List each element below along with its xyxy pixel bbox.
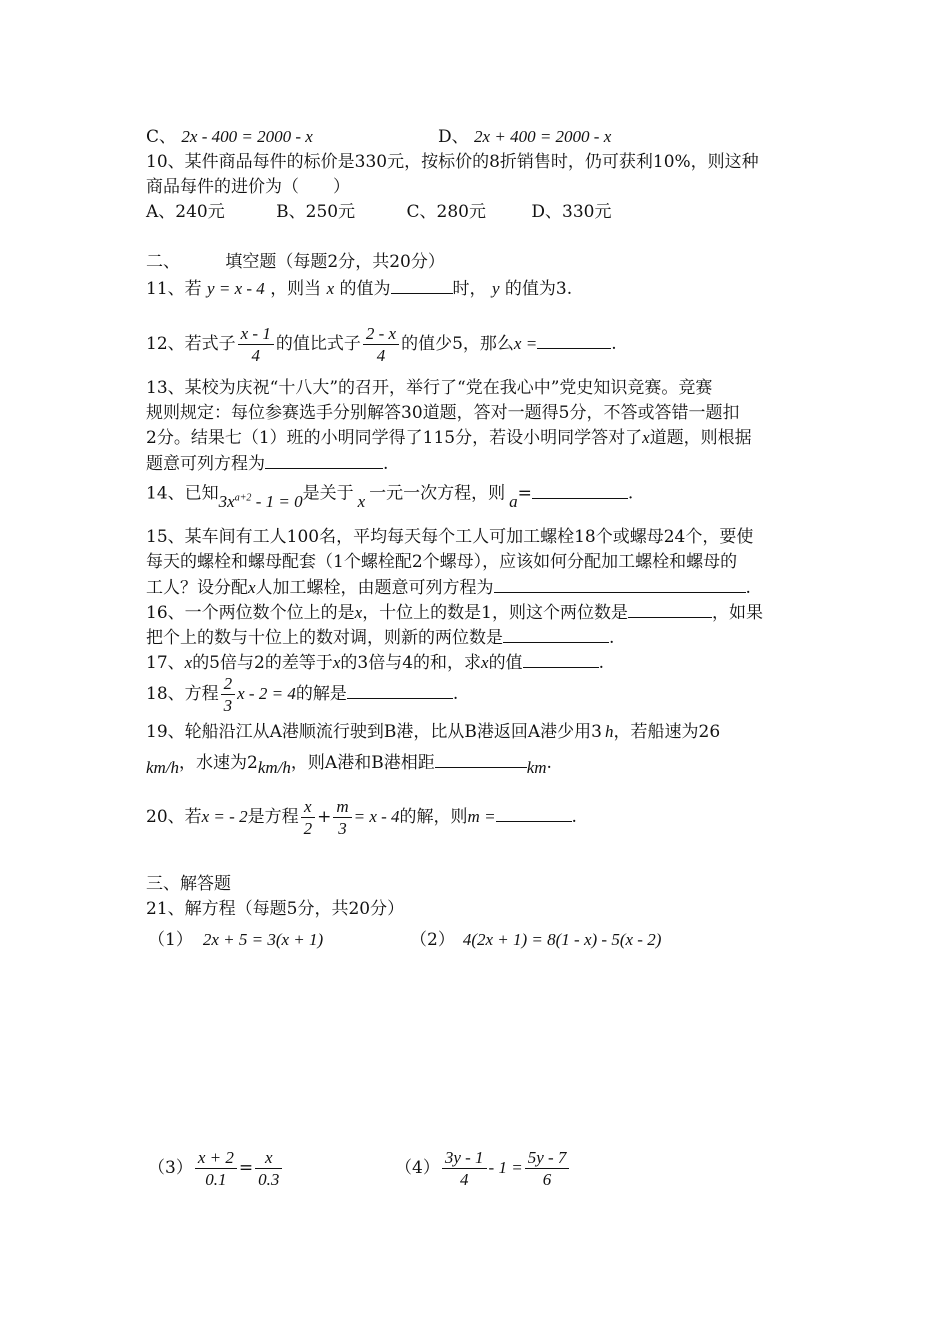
q17 bbox=[146, 651, 604, 674]
q12-var: x = bbox=[513, 334, 538, 353]
q21-sub4-f1-numerator: 3y - 1 bbox=[442, 1148, 487, 1169]
q19-text-2: ，若船速为26 bbox=[613, 722, 721, 742]
q12-text-1: 12、若式子 bbox=[146, 334, 236, 354]
q17-text-3: 的3倍与4的和，求 bbox=[340, 653, 482, 673]
q13-line3 bbox=[146, 427, 752, 449]
q12 bbox=[146, 324, 617, 365]
q16-var-x: x bbox=[354, 603, 363, 622]
q11-var-y: y bbox=[491, 279, 500, 298]
q18-answer-blank[interactable] bbox=[347, 682, 453, 699]
q21-sub2 bbox=[410, 929, 661, 951]
q14-var-a: a bbox=[509, 491, 518, 511]
q16-line1 bbox=[146, 601, 763, 624]
q10-options bbox=[146, 201, 611, 223]
q17-text-4: 的值 bbox=[488, 653, 523, 673]
q19-text-1: 19、轮船沿江从A港顺流行驶到B港，比从B港返回A港少用3 bbox=[146, 722, 602, 742]
q14-text-3: 一元一次方程，则 bbox=[369, 483, 506, 504]
q20-fraction-2 bbox=[333, 797, 351, 838]
q21-sub3-label: （3） bbox=[148, 1158, 193, 1178]
q12-f1-numerator: x - 1 bbox=[238, 324, 274, 345]
q17-text-2: 的5倍与2的差等于 bbox=[192, 653, 333, 673]
q14-var-x: x bbox=[357, 491, 366, 511]
q21-sub4 bbox=[395, 1148, 571, 1189]
q17-var-2: x bbox=[332, 653, 341, 672]
q13-line2: 规则规定：每位参赛选手分别解答30道题，答对一题得5分，不答或答错一题扣 bbox=[146, 403, 740, 423]
q21-sub3 bbox=[148, 1148, 284, 1189]
q21-sub3-equals: = bbox=[238, 1158, 254, 1178]
q11 bbox=[146, 277, 572, 300]
q15-period: . bbox=[745, 578, 751, 598]
q21-sub3-f1-numerator: x + 2 bbox=[195, 1148, 237, 1169]
q10-line1: 10、某件商品每件的标价是330元，按标价的8折销售时，仍可获利10%，则这种 bbox=[146, 152, 759, 172]
q20-var-m: m = bbox=[467, 807, 496, 826]
q15-line3-text-1: 工人？设分配 bbox=[146, 578, 248, 598]
q14-expr bbox=[219, 492, 303, 511]
q17-var-1: x bbox=[184, 653, 193, 672]
section2-heading bbox=[146, 251, 445, 273]
q12-f2-numerator: 2 - x bbox=[363, 324, 399, 345]
q11-var-x: x bbox=[326, 279, 335, 298]
q21-sub3-f2-denominator: 0.3 bbox=[258, 1170, 280, 1189]
q21-sub4-middle: - 1 = bbox=[488, 1158, 523, 1177]
q11-text-2: ，则当 bbox=[270, 279, 322, 299]
q20-fraction-1 bbox=[301, 797, 316, 838]
q11-text-1: 11、若 bbox=[146, 279, 202, 299]
q19-answer-blank[interactable] bbox=[435, 751, 527, 768]
q17-answer-blank[interactable] bbox=[523, 651, 599, 668]
q13-answer-blank[interactable] bbox=[265, 452, 383, 469]
q21-sub4-f2-numerator: 5y - 7 bbox=[525, 1148, 570, 1169]
q12-fraction-2 bbox=[363, 324, 399, 365]
q20-f1-numerator: x bbox=[301, 797, 316, 818]
q14-period: . bbox=[627, 483, 634, 504]
q14-text-1: 14、已知 bbox=[146, 483, 219, 504]
q19-unit-speed-2: km/h bbox=[257, 758, 291, 777]
q16-answer-blank-1[interactable] bbox=[628, 601, 712, 618]
q11-text-3: 的值为 bbox=[339, 279, 391, 299]
q10-option-a: A、240元 bbox=[146, 202, 225, 222]
q14 bbox=[146, 479, 634, 511]
q21-sub1-label: （1） bbox=[148, 930, 193, 950]
q14-expr-exponent: a+2 bbox=[234, 492, 252, 503]
q16-period: . bbox=[609, 628, 615, 648]
q9-option-d bbox=[438, 126, 611, 148]
q20-f2-numerator: m bbox=[333, 797, 351, 818]
q12-f1-denominator: 4 bbox=[251, 346, 260, 365]
q13-line1: 13、某校为庆祝“十八大”的召开，举行了“党在我心中”党史知识竞赛。竞赛 bbox=[146, 378, 713, 398]
q13-line3-text-2: 道题，则根据 bbox=[649, 428, 752, 448]
q21-sub4-label: （4） bbox=[395, 1158, 440, 1178]
q14-text-2: 是关于 bbox=[302, 483, 354, 504]
q20-period: . bbox=[571, 807, 577, 827]
q21-sub3-fraction-2 bbox=[255, 1148, 282, 1189]
q18-expr: x - 2 = 4 bbox=[237, 684, 296, 703]
q15-line3-text-2: 人加工螺栓，由题意可列方程为 bbox=[255, 578, 494, 598]
q16-answer-blank-2[interactable] bbox=[503, 626, 609, 643]
q21-sub3-f2-numerator: x bbox=[255, 1148, 282, 1169]
section3-heading: 三、解答题 bbox=[146, 874, 231, 894]
q11-answer-blank[interactable] bbox=[391, 277, 453, 294]
q19-text-4: ，则A港和B港相距 bbox=[290, 753, 435, 773]
q21-sub1-expr: 2x + 5 = 3(x + 1) bbox=[202, 930, 324, 949]
q21-sub1 bbox=[148, 929, 323, 951]
q9-c-expr: 2x - 400 = 2000 - x bbox=[181, 127, 313, 146]
q21-sub2-expr: 4(2x + 1) = 8(1 - x) - 5(x - 2) bbox=[462, 930, 662, 949]
q9-options bbox=[146, 126, 313, 148]
q11-expr: y = x - 4 bbox=[207, 279, 265, 298]
q10-option-b: B、250元 bbox=[276, 202, 356, 222]
q10-option-d: D、330元 bbox=[531, 202, 612, 222]
q20 bbox=[146, 797, 577, 838]
q19-line1 bbox=[146, 721, 720, 743]
q20-condition: x = - 2 bbox=[201, 807, 248, 826]
q15-line2: 每天的螺栓和螺母配套（1个螺栓配2个螺母），应该如何分配加工螺栓和螺母的 bbox=[146, 552, 738, 572]
q13-line4 bbox=[146, 452, 388, 475]
q19-period: . bbox=[546, 753, 552, 773]
section2-number: 二、 bbox=[146, 252, 180, 272]
q21-sub4-fraction-1 bbox=[442, 1148, 487, 1189]
q12-text-2: 的值比式子 bbox=[275, 334, 361, 354]
q17-text-1: 17、 bbox=[146, 653, 185, 673]
q19-unit-km: km bbox=[526, 758, 547, 777]
q20-rhs: = x - 4 bbox=[353, 807, 400, 826]
q19-unit-speed-1: km/h bbox=[146, 758, 180, 777]
q19-line2 bbox=[146, 751, 552, 777]
q18-fraction bbox=[221, 674, 236, 715]
q10-line2: 商品每件的进价为（ ） bbox=[146, 177, 350, 197]
q18-text-1: 18、方程 bbox=[146, 684, 219, 704]
q16-line2 bbox=[146, 626, 614, 649]
q13-line4-text: 题意可列方程为 bbox=[146, 454, 265, 474]
q12-text-3: 的值少5，那么 bbox=[401, 334, 514, 354]
q17-period: . bbox=[598, 653, 604, 673]
q21-sub4-f1-denominator: 4 bbox=[459, 1170, 469, 1189]
q12-period: . bbox=[611, 334, 617, 354]
q16-text-2: ，十位上的数是1，则这个两位数是 bbox=[362, 603, 629, 623]
q20-f1-denominator: 2 bbox=[303, 819, 313, 838]
q16-text-3: ，如果 bbox=[712, 603, 764, 623]
q21-title: 21、解方程（每题5分，共20分） bbox=[146, 899, 405, 919]
q13-line3-text-1: 2分。结果七（1）班的小明同学得了115分，若设小明同学答对了 bbox=[146, 428, 643, 448]
q9-d-expr: 2x + 400 = 2000 - x bbox=[474, 127, 612, 146]
q15-line3 bbox=[146, 576, 751, 599]
q11-text-5: 的值为3. bbox=[504, 279, 573, 299]
q15-var-x: x bbox=[248, 578, 256, 597]
q13-period: . bbox=[383, 454, 389, 474]
q12-f2-denominator: 4 bbox=[376, 346, 386, 365]
q10-option-c: C、280元 bbox=[406, 202, 486, 222]
q21-sub3-fraction-1 bbox=[195, 1148, 237, 1189]
q21-sub4-fraction-2 bbox=[525, 1148, 570, 1189]
q11-text-4: 时， bbox=[452, 279, 487, 299]
q15-line1: 15、某车间有工人100名，平均每天每个工人可加工螺栓18个或螺母24个，要使 bbox=[146, 527, 754, 547]
q20-answer-blank[interactable] bbox=[496, 805, 572, 822]
q18 bbox=[146, 674, 458, 715]
q14-expr-base: 3x bbox=[218, 491, 235, 511]
q13-var-x: x bbox=[642, 428, 650, 447]
q12-fraction-1 bbox=[238, 324, 274, 365]
q19-unit-h: h bbox=[605, 722, 614, 741]
q20-text-3: 的解，则 bbox=[399, 807, 468, 827]
q21-sub2-label: （2） bbox=[410, 930, 455, 950]
q20-text-2: 是方程 bbox=[247, 807, 299, 827]
q21-sub4-f2-denominator: 6 bbox=[542, 1170, 552, 1189]
q16-line2-text: 把个上的数与十位上的数对调，则新的两位数是 bbox=[146, 628, 503, 648]
q9-c-label: C、 bbox=[146, 127, 177, 147]
q20-f2-denominator: 3 bbox=[338, 819, 347, 838]
q15-answer-blank[interactable] bbox=[494, 576, 746, 593]
q21-sub3-f1-denominator: 0.1 bbox=[205, 1170, 227, 1189]
q16-text-1: 16、一个两位数个位上的是 bbox=[146, 603, 355, 623]
q18-numerator: 2 bbox=[221, 674, 236, 695]
q20-text-1: 20、若 bbox=[146, 807, 202, 827]
q18-text-2: 的解是 bbox=[295, 684, 347, 704]
q18-period: . bbox=[452, 684, 459, 704]
q20-plus: + bbox=[317, 807, 332, 827]
q19-text-3: ，水速为2 bbox=[179, 753, 258, 773]
section2-title: 填空题（每题2分，共20分） bbox=[225, 252, 445, 272]
q12-answer-blank[interactable] bbox=[537, 332, 611, 349]
q9-d-label: D、 bbox=[438, 127, 469, 147]
q17-var-3: x bbox=[481, 653, 489, 672]
q14-equals: = bbox=[517, 483, 532, 504]
q14-answer-blank[interactable] bbox=[532, 482, 628, 499]
q18-denominator: 3 bbox=[223, 696, 233, 715]
q14-expr-rest: - 1 = 0 bbox=[251, 491, 303, 511]
